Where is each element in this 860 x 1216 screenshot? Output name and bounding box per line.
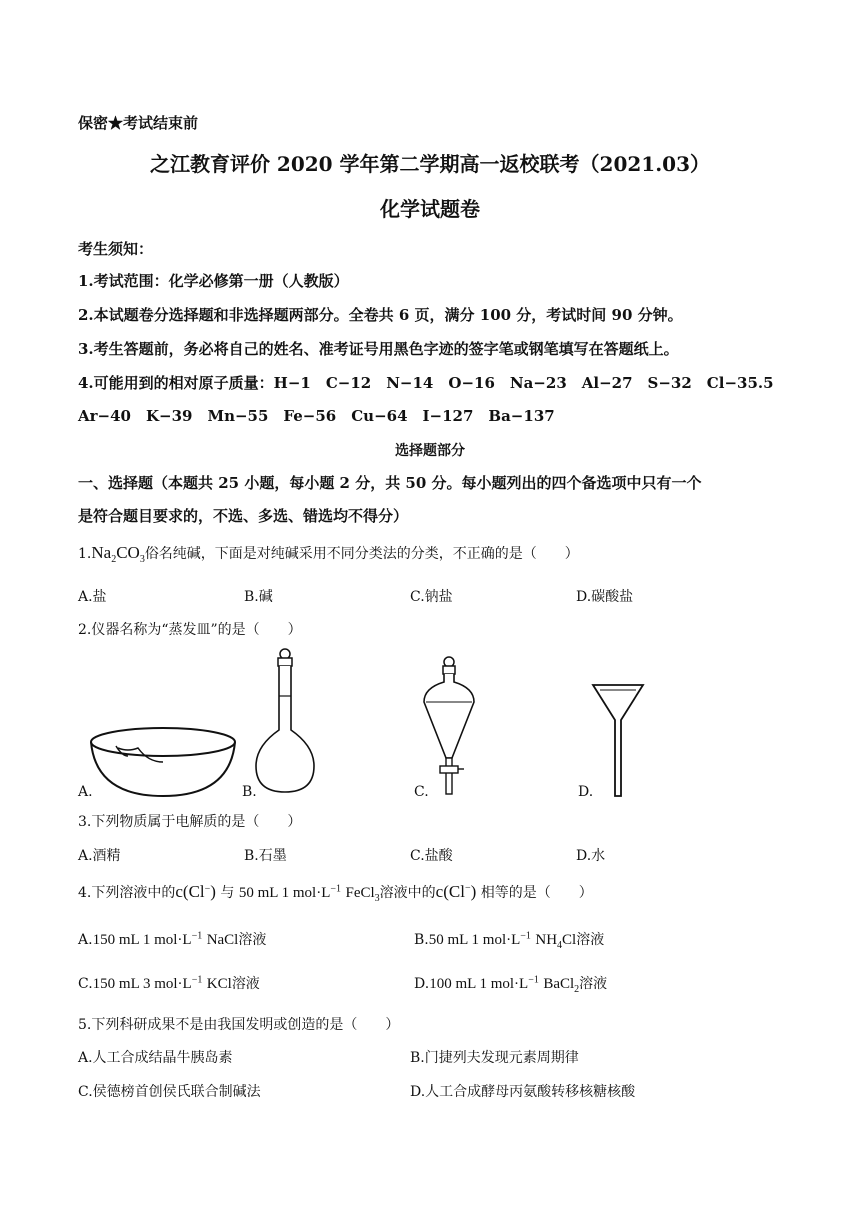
section-intro: 一、选择题（本题共 25 小题，每小题 2 分，共 50 分。每小题列出的四个备选项中只有一个 xyxy=(78,474,702,492)
exam-title: 之江教育评价 2020 学年第二学期高一返校联考（2021.03） xyxy=(149,152,711,176)
q3-option-a: A.酒精 xyxy=(78,848,121,864)
funnel-illustration xyxy=(590,682,646,800)
separatory-funnel-illustration xyxy=(420,654,480,800)
notice-item: 1.考试范围：化学必修第一册（人教版） xyxy=(78,272,349,290)
section-intro: 是符合题目要求的，不选、多选、错选均不得分） xyxy=(78,507,409,525)
notice-item: 2.本试题卷分选择题和非选择题两部分。全卷共 6 页，满分 100 分，考试时间 90 分钟。 xyxy=(78,306,683,324)
evaporating-dish-illustration xyxy=(88,720,238,800)
q5-option-d: D.人工合成酵母丙氨酸转移核糖核酸 xyxy=(410,1084,636,1100)
q5-option-b: B.门捷列夫发现元素周期律 xyxy=(410,1050,579,1066)
q4-option-a: A.150 mL 1 $mol\cdot L^{-1}$ NaCl溶液 xyxy=(78,930,267,948)
question-5: 5.下列科研成果不是由我国发明或创造的是（ ） xyxy=(78,1017,400,1033)
q5-option-c: C.侯德榜首创侯氏联合制碱法 xyxy=(78,1084,261,1100)
q2-label-a: A. xyxy=(78,784,93,800)
q2-label-d: D. xyxy=(578,784,594,800)
q1-option-d: D.碳酸盐 xyxy=(576,589,634,605)
q2-label-b: B. xyxy=(242,784,257,800)
section-heading: 选择题部分 xyxy=(395,443,465,459)
q4-option-c: C.150 mL 3 $mol\cdot L^{-1}$ KCl溶液 xyxy=(78,974,260,992)
exam-subtitle: 化学试题卷 xyxy=(380,197,480,221)
notice-item: Ar−40 K−39 Mn−55 Fe−56 Cu−64 I−127 Ba−137 xyxy=(78,407,555,425)
q1-option-c: C.钠盐 xyxy=(410,589,453,605)
q3-option-d: D.水 xyxy=(576,848,606,864)
volumetric-flask-illustration xyxy=(252,646,318,796)
q2-label-c: C. xyxy=(414,784,429,800)
notice-item: 3.考生答题前，务必将自己的姓名、准考证号用黑色字迹的签字笔或钢笔填写在答题纸上。 xyxy=(78,340,679,358)
q5-option-a: A.人工合成结晶牛胰岛素 xyxy=(78,1050,233,1066)
q3-option-c: C.盐酸 xyxy=(410,848,453,864)
q3-option-b: B.石墨 xyxy=(244,848,287,864)
question-4: 4.下列溶液中的c(Cl−) 与 50 mL 1 $mol\cdot L^{-1}$ FeCl$_3$溶液中的c(Cl−) 相等的是（ ） xyxy=(78,882,593,904)
q1-option-a: A.盐 xyxy=(78,589,107,605)
notice-heading: 考生须知： xyxy=(78,240,154,258)
question-3: 3.下列物质属于电解质的是（ ） xyxy=(78,814,302,830)
confidential-mark: 保密★考试结束前 xyxy=(78,114,199,132)
q4-option-d: D.100 mL 1 $mol\cdot L^{-1}$ BaCl$_2$溶液 xyxy=(414,974,608,995)
q1-option-b: B.碱 xyxy=(244,589,273,605)
q4-option-b: B.50 mL 1 $mol\cdot L^{-1}$ $NH_4Cl$溶液 xyxy=(414,930,605,951)
question-2: 2.仪器名称为“蒸发皿”的是（ ） xyxy=(78,622,302,638)
question-1: $1.Na_2CO_3$俗名纯碱，下面是对纯碱采用不同分类法的分类，不正确的是（ ） xyxy=(78,543,579,565)
notice-item: 4.可能用到的相对原子质量：H−1 C−12 N−14 O−16 Na−23 Al−27 S−32 Cl−35.5 xyxy=(78,374,774,392)
